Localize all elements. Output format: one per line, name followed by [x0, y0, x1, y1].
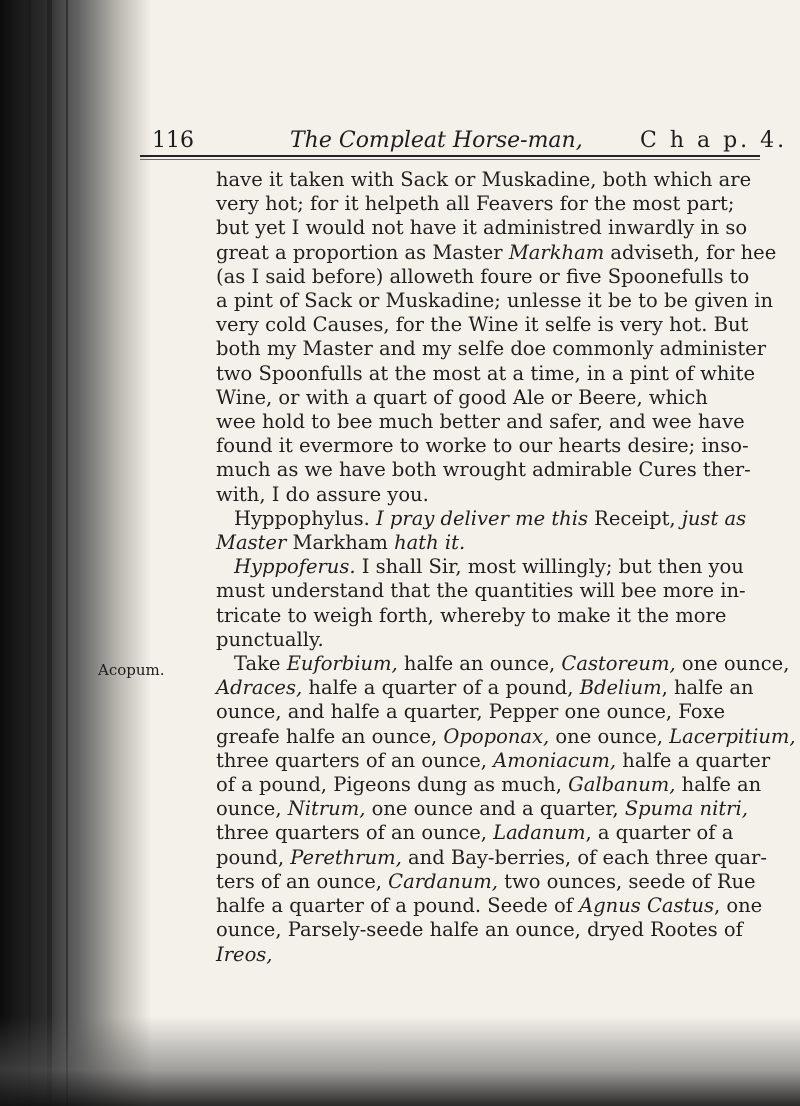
text-line — [216, 749, 776, 773]
italic-run: hath it. — [394, 531, 466, 555]
text-line — [216, 797, 776, 821]
italic-run: Castoreum, — [561, 652, 676, 676]
text-run: halfe a quarter — [616, 748, 771, 772]
italic-run: Galbanum, — [568, 773, 676, 797]
italic-run: Hyppoferus. — [234, 555, 356, 579]
text-line — [216, 579, 776, 603]
text-run: halfe a quarter of a pound, — [302, 676, 580, 700]
text-line — [216, 894, 776, 918]
text-run: much as we have both wrought admirable Cures ther- — [216, 458, 751, 482]
text-line — [216, 168, 776, 192]
text-run: very cold Causes, for the Wine it selfe is very hot. But — [216, 313, 749, 337]
text-line — [216, 531, 776, 555]
margin-note: Acopum. — [98, 661, 165, 679]
text-run: wee hold to bee much better and safer, and wee have — [216, 410, 745, 434]
text-run: I shall Sir, most willingly; but then you — [355, 555, 744, 579]
text-line — [216, 410, 776, 434]
text-line — [216, 507, 776, 531]
body-text — [216, 168, 796, 967]
text-line — [216, 846, 776, 870]
text-line — [216, 676, 776, 700]
text-line — [216, 943, 776, 967]
italic-run: Agnus Castus — [579, 894, 714, 918]
running-title: The Compleat Horse-man, — [290, 128, 583, 153]
gutter-streak — [47, 0, 52, 1106]
page-bottom-shadow — [0, 1016, 800, 1106]
italic-run: Adraces, — [216, 676, 303, 700]
italic-run: just as — [681, 506, 747, 530]
text-run: of a pound, Pigeons dung as much, — [216, 773, 569, 797]
text-line — [216, 652, 790, 676]
text-run: great a proportion as Master — [216, 240, 509, 264]
text-run: , halfe an — [661, 676, 754, 700]
text-line — [216, 192, 776, 216]
text-line — [216, 313, 776, 337]
text-run: found it evermore to worke to our hearts desire; inso- — [216, 434, 749, 458]
italic-run: Nitrum, — [287, 797, 366, 821]
italic-run: Markham — [508, 240, 605, 264]
text-run: ounce, — [216, 797, 288, 821]
text-run: adviseth, for hee — [604, 240, 777, 264]
text-run: , a quarter of a — [585, 821, 734, 845]
text-line — [216, 773, 776, 797]
text-run: ounce, and halfe a quarter, Pepper one ounce, Foxe — [216, 700, 726, 724]
text-line — [216, 870, 776, 894]
header-rule — [140, 155, 760, 157]
text-line — [216, 918, 776, 942]
italic-run: Perethrum, — [290, 845, 402, 869]
binding-gutter-shadow — [0, 0, 150, 1106]
text-run: greafe halfe an ounce, — [216, 724, 444, 748]
text-run: but yet I would not have it administred inwardly in so — [216, 216, 748, 240]
text-run: with, I do assure you. — [216, 482, 429, 506]
gutter-streak — [66, 0, 68, 1106]
text-run: both my Master and my selfe doe commonly administer — [216, 337, 767, 361]
text-run: Take — [234, 652, 287, 676]
text-run: , one — [713, 894, 763, 918]
text-run: halfe an — [675, 773, 762, 797]
italic-run: Spuma nitri, — [624, 797, 748, 821]
italic-run: I pray deliver me this — [375, 506, 588, 530]
text-line — [216, 628, 776, 652]
text-line — [216, 289, 776, 313]
text-line — [216, 700, 776, 724]
gutter-streak — [12, 0, 16, 1106]
text-line — [216, 604, 776, 628]
italic-run: Ireos, — [216, 942, 273, 966]
text-run: ters of an ounce, — [216, 869, 389, 893]
text-run: three quarters of an ounce, — [216, 748, 494, 772]
text-run: ounce, Parsely-seede halfe an ounce, dryed Rootes of — [216, 918, 743, 942]
text-line — [216, 265, 776, 289]
text-line — [216, 386, 776, 410]
italic-run: Opoponax, — [443, 724, 550, 748]
text-line — [216, 458, 776, 482]
text-run: one ounce and a quarter, — [365, 797, 625, 821]
italic-run: Amoniacum, — [493, 748, 617, 772]
text-run: two ounces, seede of Rue — [497, 869, 756, 893]
text-run: (as I said before) alloweth foure or five Spoonefulls to — [216, 264, 750, 288]
text-line — [216, 241, 776, 265]
italic-run: Ladanum — [493, 821, 586, 845]
italic-run: Cardanum, — [388, 869, 498, 893]
text-run: pound, — [216, 845, 291, 869]
text-run: a pint of Sack or Muskadine; unlesse it be to be given in — [216, 289, 773, 313]
text-run: one ounce, — [549, 724, 670, 748]
text-run: tricate to weigh forth, whereby to make it the more — [216, 603, 727, 627]
text-line — [216, 434, 776, 458]
italic-run: Lacerpitium, — [669, 724, 796, 748]
text-run: Markham — [286, 531, 395, 555]
text-run: and Bay-berries, of each three quar- — [401, 845, 767, 869]
page-number: 116 — [152, 128, 194, 153]
text-run: one ounce, — [675, 652, 790, 676]
header-rule-thin — [140, 159, 760, 160]
text-line — [216, 216, 776, 240]
text-line — [216, 362, 776, 386]
text-line — [216, 724, 796, 749]
text-run: halfe an ounce, — [397, 652, 562, 676]
text-run: Receipt, — [587, 506, 682, 530]
text-run: punctually. — [216, 627, 324, 651]
text-run: three quarters of an ounce, — [216, 821, 494, 845]
text-run: very hot; for it helpeth all Feavers for the most part; — [216, 192, 735, 216]
chapter-mark: C h a p. 4. — [640, 128, 788, 153]
text-run: Wine, or with a quart of good Ale or Beere, which — [216, 385, 708, 409]
gutter-streak — [28, 0, 31, 1106]
text-run: two Spoonfulls at the most at a time, in a pint of white — [216, 361, 756, 385]
text-run: have it taken with Sack or Muskadine, both which are — [216, 168, 752, 191]
text-run: Hyppophylus. — [234, 506, 376, 530]
text-line — [216, 555, 776, 579]
text-line — [216, 483, 776, 507]
text-line — [216, 337, 776, 361]
text-run: must understand that the quantities will bee more in- — [216, 579, 746, 603]
italic-run: Euforbium, — [286, 652, 398, 676]
text-line — [216, 821, 776, 845]
italic-run: Bdelium — [579, 676, 662, 700]
text-run: halfe a quarter of a pound. Seede of — [216, 894, 580, 918]
italic-run: Master — [216, 531, 287, 555]
